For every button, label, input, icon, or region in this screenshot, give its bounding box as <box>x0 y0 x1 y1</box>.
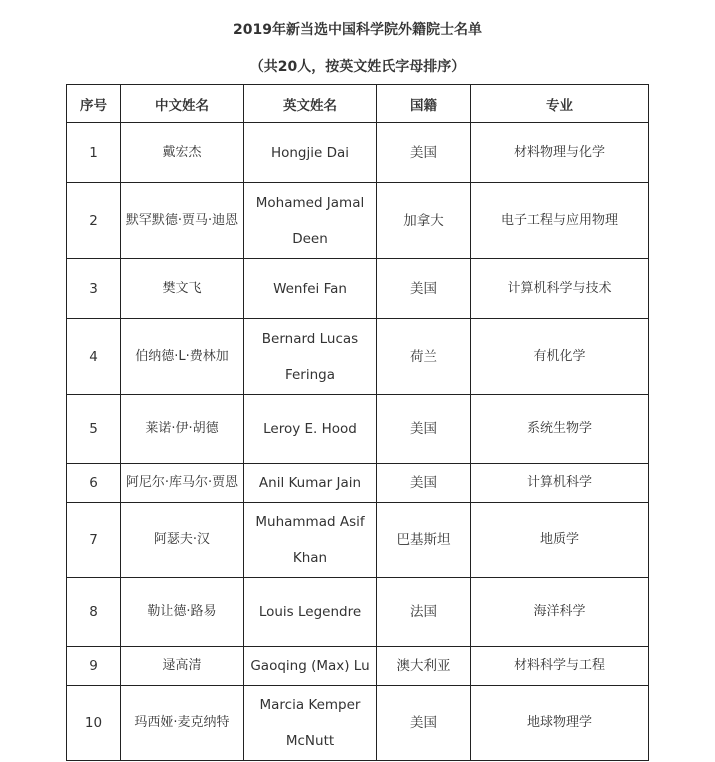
english-name-line: Feringa <box>284 366 336 383</box>
english-name-line: Hongjie Dai <box>270 144 350 161</box>
cell-major: 地质学 <box>471 503 649 578</box>
cell-serial-no: 3 <box>67 259 121 319</box>
table-row <box>67 183 649 259</box>
english-name-line: Deen <box>292 230 328 247</box>
english-name-line: Wenfei Fan <box>273 280 347 297</box>
header-nationality: 国籍 <box>377 85 471 123</box>
academician-table <box>66 84 649 761</box>
cell-english-name <box>244 578 377 647</box>
cell-major: 计算机科学 <box>471 464 649 503</box>
cell-serial-no: 6 <box>67 464 121 503</box>
cell-serial-no: 7 <box>67 503 121 578</box>
cell-nationality: 美国 <box>377 464 471 503</box>
table-row <box>67 319 649 395</box>
cell-serial-no: 2 <box>67 183 121 259</box>
table-row <box>67 503 649 578</box>
cell-major: 电子工程与应用物理 <box>471 183 649 259</box>
cell-nationality: 加拿大 <box>377 183 471 259</box>
cell-serial-no: 1 <box>67 123 121 183</box>
document-title: 2019年新当选中国科学院外籍院士名单 <box>233 22 482 38</box>
cell-english-name <box>244 259 377 319</box>
cell-major: 海洋科学 <box>471 578 649 647</box>
cell-english-name <box>244 123 377 183</box>
english-name-line: Anil Kumar Jain <box>258 475 362 491</box>
cell-chinese-name: 勒让德·路易 <box>121 578 244 647</box>
cell-major: 材料物理与化学 <box>471 123 649 183</box>
cell-major: 有机化学 <box>471 319 649 395</box>
cell-major: 系统生物学 <box>471 395 649 464</box>
cell-serial-no: 9 <box>67 647 121 686</box>
header-english-name: 英文姓名 <box>244 85 377 123</box>
cell-nationality: 巴基斯坦 <box>377 503 471 578</box>
cell-nationality: 美国 <box>377 259 471 319</box>
cell-nationality: 美国 <box>377 395 471 464</box>
english-name-line: Leroy E. Hood <box>263 421 357 437</box>
cell-english-name <box>244 183 377 259</box>
cell-chinese-name: 莱诺·伊·胡德 <box>121 395 244 464</box>
cell-english-name <box>244 395 377 464</box>
cell-english-name <box>244 503 377 578</box>
cell-chinese-name: 逯高清 <box>121 647 244 686</box>
table-row <box>67 578 649 647</box>
table-body <box>67 123 649 761</box>
cell-chinese-name: 默罕默德·贾马·迪恩 <box>121 183 244 259</box>
english-name-line: Louis Legendre <box>258 604 362 620</box>
english-name-line: Muhammad Asif <box>255 514 365 530</box>
english-name-line: Khan <box>292 550 328 566</box>
header-major: 专业 <box>471 85 649 123</box>
header-serial-no: 序号 <box>67 85 121 123</box>
cell-chinese-name: 阿瑟夫·汉 <box>121 503 244 578</box>
cell-english-name <box>244 464 377 503</box>
english-name-line: McNutt <box>285 733 335 749</box>
cell-chinese-name: 阿尼尔·库马尔·贾恩 <box>121 464 244 503</box>
english-name-line: Bernard Lucas <box>261 330 359 347</box>
table-row <box>67 123 649 183</box>
cell-english-name <box>244 319 377 395</box>
table-row <box>67 259 649 319</box>
cell-chinese-name: 伯纳德·L·费林加 <box>121 319 244 395</box>
cell-major: 地球物理学 <box>471 686 649 761</box>
header-chinese-name: 中文姓名 <box>121 85 244 123</box>
table-row <box>67 464 649 503</box>
table-row <box>67 686 649 761</box>
table-row <box>67 395 649 464</box>
cell-nationality: 美国 <box>377 123 471 183</box>
english-name-line: Marcia Kemper <box>259 697 361 713</box>
cell-serial-no: 4 <box>67 319 121 395</box>
cell-chinese-name: 玛西娅·麦克纳特 <box>121 686 244 761</box>
cell-chinese-name: 戴宏杰 <box>121 123 244 183</box>
cell-chinese-name: 樊文飞 <box>121 259 244 319</box>
cell-serial-no: 5 <box>67 395 121 464</box>
cell-serial-no: 8 <box>67 578 121 647</box>
cell-major: 材料科学与工程 <box>471 647 649 686</box>
cell-nationality: 荷兰 <box>377 319 471 395</box>
cell-english-name <box>244 647 377 686</box>
cell-major: 计算机科学与技术 <box>471 259 649 319</box>
english-name-line: Gaoqing (Max) Lu <box>250 658 370 674</box>
cell-nationality: 法国 <box>377 578 471 647</box>
table-header-row <box>67 85 649 123</box>
cell-nationality: 美国 <box>377 686 471 761</box>
table-row <box>67 647 649 686</box>
cell-serial-no: 10 <box>67 686 121 761</box>
cell-english-name <box>244 686 377 761</box>
english-name-line: Mohamed Jamal <box>255 194 365 211</box>
cell-nationality: 澳大利亚 <box>377 647 471 686</box>
document-subtitle: （共20人，按英文姓氏字母排序） <box>249 59 466 75</box>
